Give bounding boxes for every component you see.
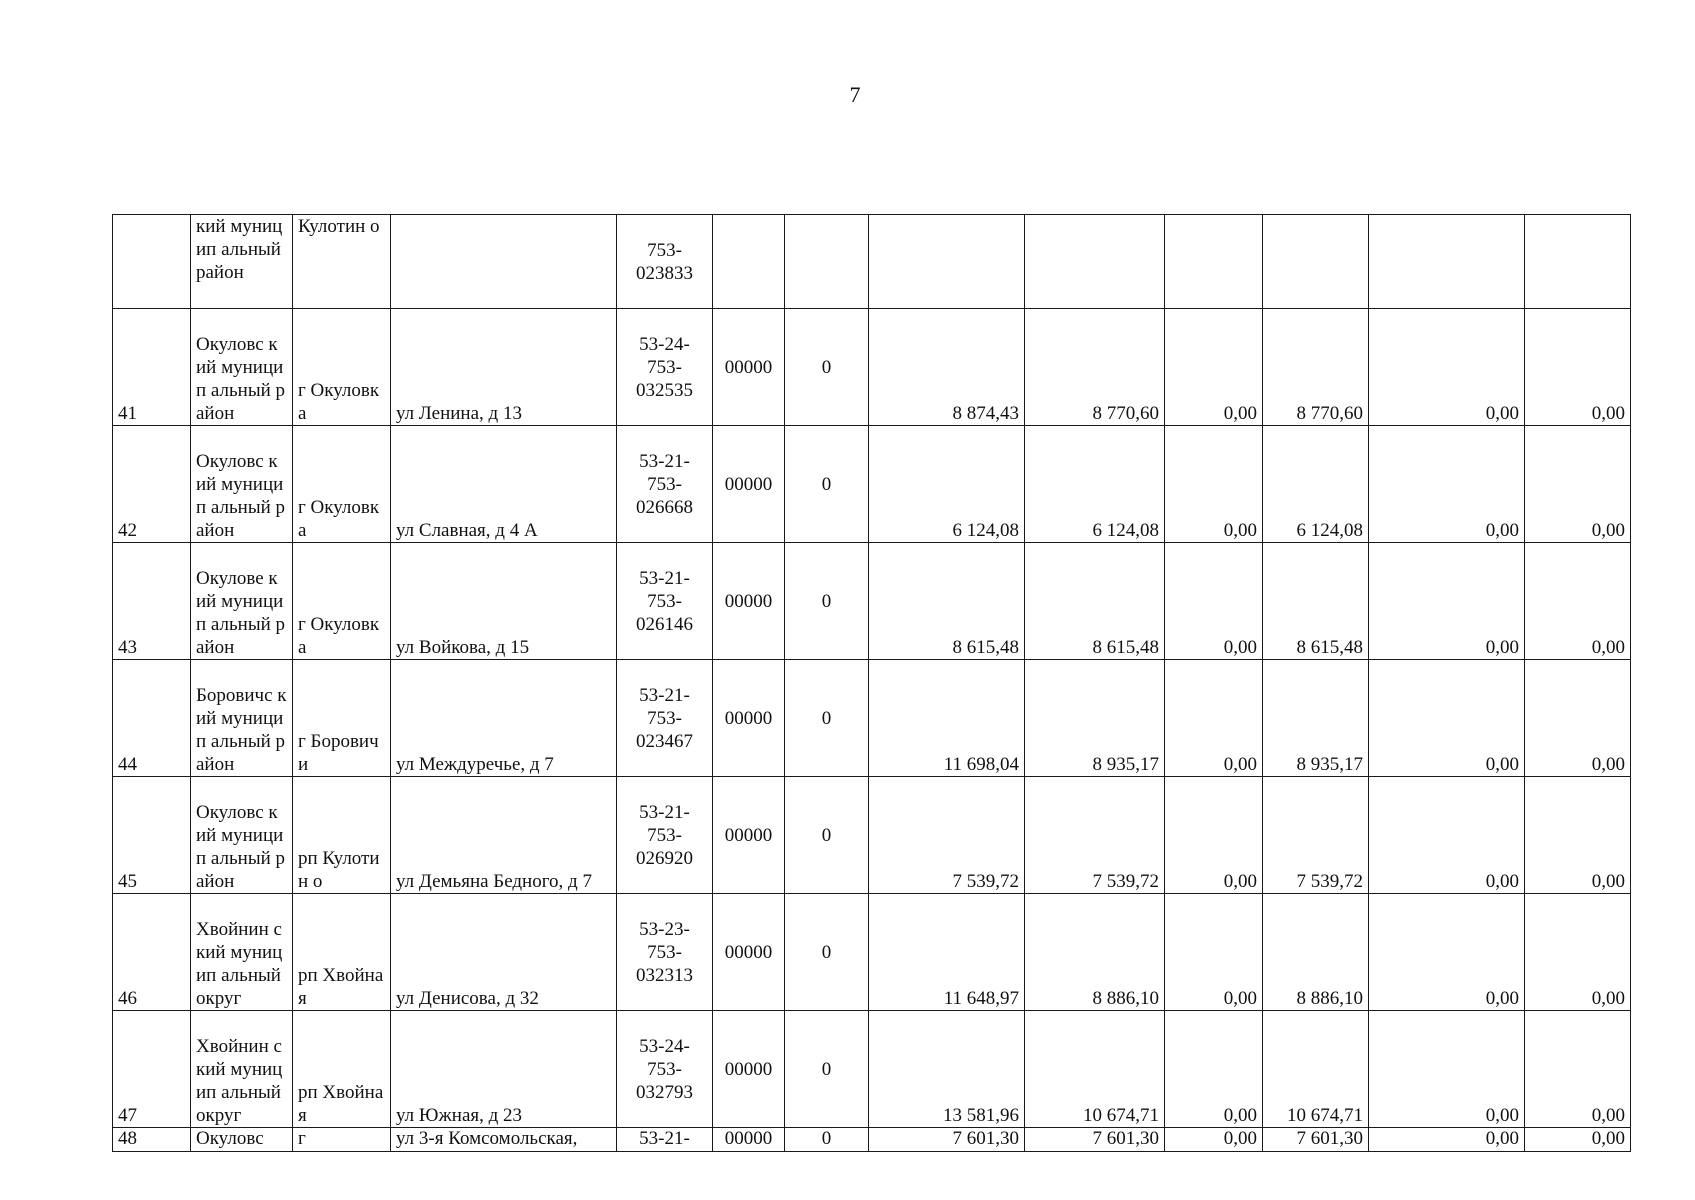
amount-2-cell: 8 935,17 (1025, 660, 1165, 777)
flag-cell: 0 (785, 1011, 869, 1128)
table-row (113, 1128, 1631, 1152)
amount-5-cell: 0,00 (1369, 894, 1525, 1011)
amount-6-cell: 0,00 (1525, 777, 1631, 894)
amount-3-cell: 0,00 (1165, 660, 1263, 777)
amount-4-cell: 10 674,71 (1263, 1011, 1369, 1128)
address-cell: ул Ленина, д 13 (391, 309, 617, 426)
amount-4-cell: 6 124,08 (1263, 426, 1369, 543)
district-cell: Окуловс (191, 1128, 293, 1152)
address-cell: ул Южная, д 23 (391, 1011, 617, 1128)
flag-cell: 0 (785, 894, 869, 1011)
code-suffix-cell: 00000 (713, 426, 785, 543)
row-number-cell (113, 215, 191, 309)
row-number-cell: 41 (113, 309, 191, 426)
table-row (113, 215, 1631, 309)
amount-2-cell: 8 886,10 (1025, 894, 1165, 1011)
amount-5-cell: 0,00 (1369, 309, 1525, 426)
district-cell: Окуловс кий муницип альный район (191, 777, 293, 894)
table-row (113, 543, 1631, 660)
code-suffix-cell: 00000 (713, 660, 785, 777)
amount-2-cell: 8 615,48 (1025, 543, 1165, 660)
amount-5-cell: 0,00 (1369, 1128, 1525, 1152)
amount-6-cell: 0,00 (1525, 543, 1631, 660)
amount-total-cell: 11 698,04 (869, 660, 1025, 777)
locality-cell: г Окуловк а (293, 309, 391, 426)
amount-6-cell: 0,00 (1525, 894, 1631, 1011)
code-suffix-cell: 00000 (713, 777, 785, 894)
code-suffix-cell: 00000 (713, 543, 785, 660)
code-suffix-cell: 00000 (713, 309, 785, 426)
locality-cell: г (293, 1128, 391, 1152)
amount-total-cell: 8 615,48 (869, 543, 1025, 660)
amount-4-cell: 8 886,10 (1263, 894, 1369, 1011)
amount-2-cell: 8 770,60 (1025, 309, 1165, 426)
amount-6-cell: 0,00 (1525, 660, 1631, 777)
cadastral-code-cell: 53-21- 753- 026146 (617, 543, 713, 660)
amount-4-cell: 8 935,17 (1263, 660, 1369, 777)
registry-table (112, 214, 1631, 1152)
amount-6-cell: 0,00 (1525, 426, 1631, 543)
amount-5-cell: 0,00 (1369, 660, 1525, 777)
flag-cell: 0 (785, 426, 869, 543)
amount-2-cell: 7 539,72 (1025, 777, 1165, 894)
locality-cell: рп Хвойная (293, 894, 391, 1011)
locality-cell: г Борович и (293, 660, 391, 777)
amount-4-cell: 8 615,48 (1263, 543, 1369, 660)
amount-total-cell: 7 539,72 (869, 777, 1025, 894)
address-cell: ул Славная, д 4 А (391, 426, 617, 543)
table-row (113, 309, 1631, 426)
amount-2-cell (1025, 215, 1165, 309)
cadastral-code-cell: 53-21- 753- 023467 (617, 660, 713, 777)
flag-cell: 0 (785, 777, 869, 894)
locality-cell: г Окуловк а (293, 543, 391, 660)
row-number-cell: 44 (113, 660, 191, 777)
amount-3-cell: 0,00 (1165, 1128, 1263, 1152)
page-number: 7 (849, 82, 861, 107)
amount-3-cell: 0,00 (1165, 543, 1263, 660)
amount-3-cell (1165, 215, 1263, 309)
flag-cell: 0 (785, 309, 869, 426)
amount-4-cell (1263, 215, 1369, 309)
amount-5-cell: 0,00 (1369, 543, 1525, 660)
row-number-cell: 46 (113, 894, 191, 1011)
amount-4-cell: 7 539,72 (1263, 777, 1369, 894)
district-cell: Хвойнин ский муницип альный округ (191, 1011, 293, 1128)
row-number-cell: 48 (113, 1128, 191, 1152)
cadastral-code-cell: 53-23- 753- 032313 (617, 894, 713, 1011)
locality-cell: рп Кулотин о (293, 777, 391, 894)
amount-total-cell: 8 874,43 (869, 309, 1025, 426)
amount-5-cell (1369, 215, 1525, 309)
amount-6-cell: 0,00 (1525, 1128, 1631, 1152)
row-number-cell: 43 (113, 543, 191, 660)
flag-cell (785, 215, 869, 309)
locality-cell: г Окуловк а (293, 426, 391, 543)
amount-total-cell: 13 581,96 (869, 1011, 1025, 1128)
table-row (113, 426, 1631, 543)
amount-total-cell: 11 648,97 (869, 894, 1025, 1011)
row-number-cell: 42 (113, 426, 191, 543)
flag-cell: 0 (785, 543, 869, 660)
amount-3-cell: 0,00 (1165, 426, 1263, 543)
code-suffix-cell (713, 215, 785, 309)
amount-5-cell: 0,00 (1369, 426, 1525, 543)
address-cell (391, 215, 617, 309)
district-cell: Боровичс кий муницип альный район (191, 660, 293, 777)
amount-3-cell: 0,00 (1165, 894, 1263, 1011)
row-number-cell: 45 (113, 777, 191, 894)
address-cell: ул Войкова, д 15 (391, 543, 617, 660)
table-row (113, 777, 1631, 894)
district-cell: Окулове кий муницип альный район (191, 543, 293, 660)
locality-cell: рп Хвойная (293, 1011, 391, 1128)
cadastral-code-cell: 53-21- 753- 026920 (617, 777, 713, 894)
address-cell: ул Демьяна Бедного, д 7 (391, 777, 617, 894)
code-suffix-cell: 00000 (713, 1128, 785, 1152)
address-cell: ул Междуречье, д 7 (391, 660, 617, 777)
address-cell: ул Денисова, д 32 (391, 894, 617, 1011)
amount-2-cell: 10 674,71 (1025, 1011, 1165, 1128)
district-cell: Окуловс кий муницип альный район (191, 309, 293, 426)
amount-6-cell (1525, 215, 1631, 309)
row-number-cell: 47 (113, 1011, 191, 1128)
cadastral-code-cell: 53-21- (617, 1128, 713, 1152)
table-row (113, 894, 1631, 1011)
amount-6-cell: 0,00 (1525, 309, 1631, 426)
amount-6-cell: 0,00 (1525, 1011, 1631, 1128)
code-suffix-cell: 00000 (713, 1011, 785, 1128)
amount-3-cell: 0,00 (1165, 777, 1263, 894)
amount-3-cell: 0,00 (1165, 1011, 1263, 1128)
cadastral-code-cell: 53-24- 753- 032793 (617, 1011, 713, 1128)
amount-3-cell: 0,00 (1165, 309, 1263, 426)
amount-4-cell: 7 601,30 (1263, 1128, 1369, 1152)
flag-cell: 0 (785, 660, 869, 777)
amount-2-cell: 6 124,08 (1025, 426, 1165, 543)
flag-cell: 0 (785, 1128, 869, 1152)
cadastral-code-cell: 53-21- 753- 026668 (617, 426, 713, 543)
amount-5-cell: 0,00 (1369, 1011, 1525, 1128)
table-row (113, 660, 1631, 777)
code-suffix-cell: 00000 (713, 894, 785, 1011)
district-cell: кий муницип альный район (191, 215, 293, 309)
table-row (113, 1011, 1631, 1128)
address-cell: ул 3-я Комсомольская, (391, 1128, 617, 1152)
district-cell: Окуловс кий муницип альный район (191, 426, 293, 543)
cadastral-code-cell: 753- 023833 (617, 215, 713, 309)
amount-5-cell: 0,00 (1369, 777, 1525, 894)
amount-total-cell: 6 124,08 (869, 426, 1025, 543)
locality-cell: Кулотин о (293, 215, 391, 309)
amount-total-cell (869, 215, 1025, 309)
amount-total-cell: 7 601,30 (869, 1128, 1025, 1152)
amount-2-cell: 7 601,30 (1025, 1128, 1165, 1152)
cadastral-code-cell: 53-24- 753- 032535 (617, 309, 713, 426)
amount-4-cell: 8 770,60 (1263, 309, 1369, 426)
district-cell: Хвойнин ский муницип альный округ (191, 894, 293, 1011)
